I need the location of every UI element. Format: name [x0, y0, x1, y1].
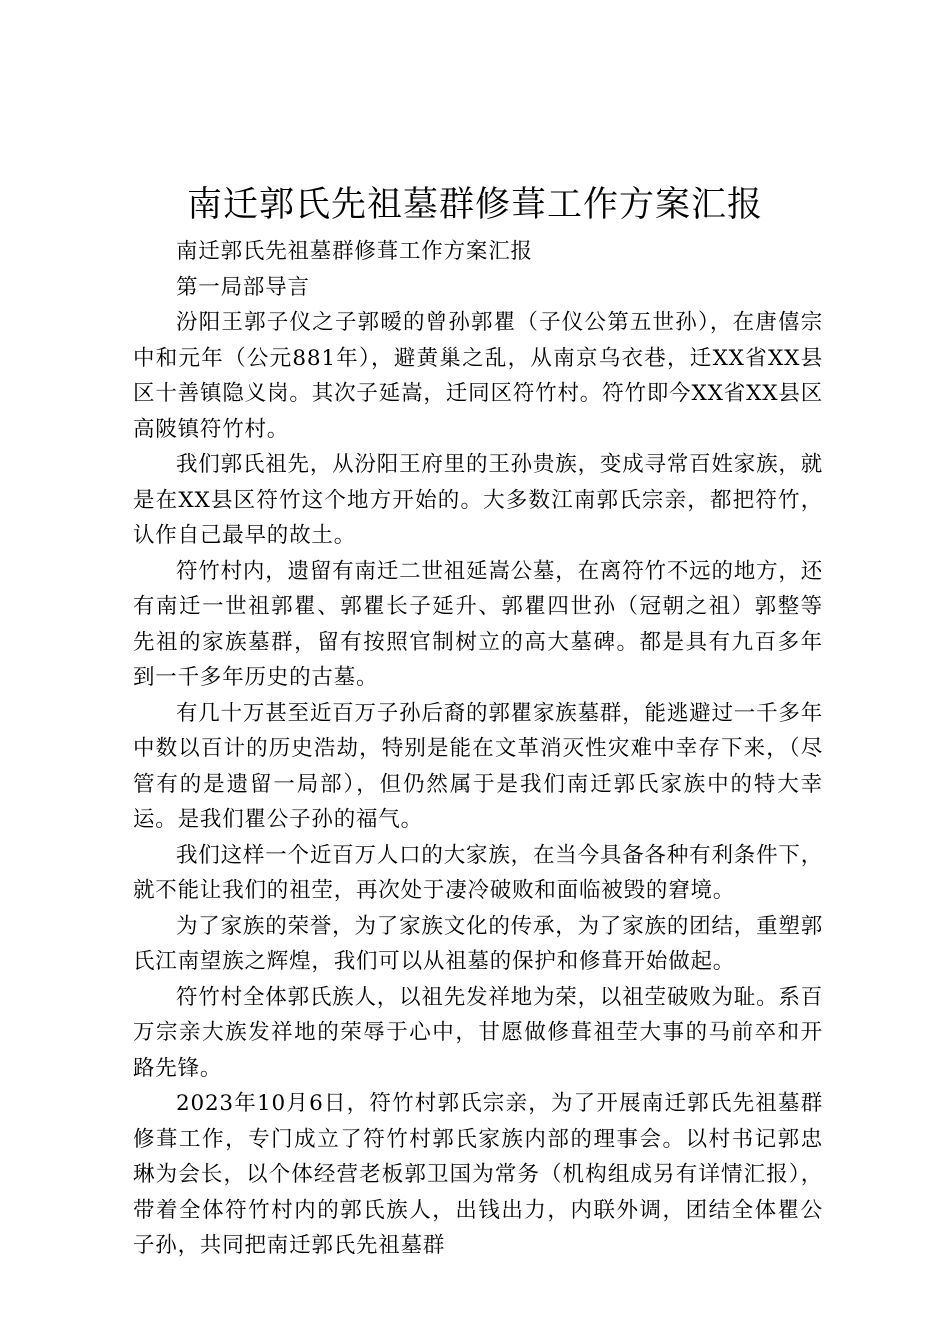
paragraph: 2023年10月6日，符竹村郭氏宗亲，为了开展南迁郭氏先祖墓群修葺工作，专门成立了符竹村郭氏家族内部的理事会。以村书记郭忠琳为会长，以个体经营老板郭卫国为常务（机构组成另有详情汇报），带着全体符竹村内的郭氏族人，出钱出力，内联外调，团结全体瞿公子孙，共同把南迁郭氏先祖墓群 [133, 1091, 823, 1258]
paragraph: 符竹村内，遗留有南迁二世祖延嵩公墓，在离符竹不远的地方，还有南迁一世祖郭瞿、郭瞿长子延升、郭瞿四世孙（冠朝之祖）郭整等先祖的家族墓群，留有按照官制树立的高大墓碑。都是具有九百多年到一千多年历史的古墓。 [133, 558, 823, 690]
paragraph: 符竹村全体郭氏族人，以祖先发祥地为荣，以祖茔破败为耻。系百万宗亲大族发祥地的荣辱于心中，甘愿做修葺祖茔大事的马前卒和开路先锋。 [133, 984, 823, 1081]
paragraph: 为了家族的荣誉，为了家族文化的传承，为了家族的团结，重塑郭氏江南望族之辉煌，我们可以从祖墓的保护和修葺开始做起。 [133, 913, 823, 974]
paragraph-subtitle: 南迁郭氏先祖墓群修葺工作方案汇报 [176, 239, 533, 264]
document-title: 南迁郭氏先祖墓群修葺工作方案汇报 [186, 185, 763, 225]
paragraph: 有几十万甚至近百万子孙后裔的郭瞿家族墓群，能逃避过一千多年中数以百计的历史浩劫，特别是能在文革消灭性灾难中幸存下来，（尽管有的是遗留一局部），但仍然属于是我们南迁郭氏家族中的特大幸运。是我们瞿公子孙的福气。 [133, 700, 823, 832]
paragraph: 我们郭氏祖先，从汾阳王府里的王孙贵族，变成寻常百姓家族，就是在XX县区符竹这个地方开始的。大多数江南郭氏宗亲，都把符竹，认作自己最早的故土。 [133, 452, 823, 548]
paragraph-section-heading: 第一局部导言 [176, 274, 310, 300]
document-body [133, 234, 823, 1264]
paragraph: 汾阳王郭子仪之子郭暧的曾孙郭瞿（子仪公第五世孙），在唐僖宗中和元年（公元881年），避黄巢之乱，从南京乌衣巷，迁XX省XX县区十善镇隐义岗。其次子延嵩，迁同区符竹村。符竹即今XX省XX县区高陂镇符竹村。 [133, 310, 823, 442]
paragraph: 我们这样一个近百万人口的大家族，在当今具备各种有利条件下，就不能让我们的祖茔，再次处于凄冷破败和面临被毁的窘境。 [133, 842, 823, 903]
